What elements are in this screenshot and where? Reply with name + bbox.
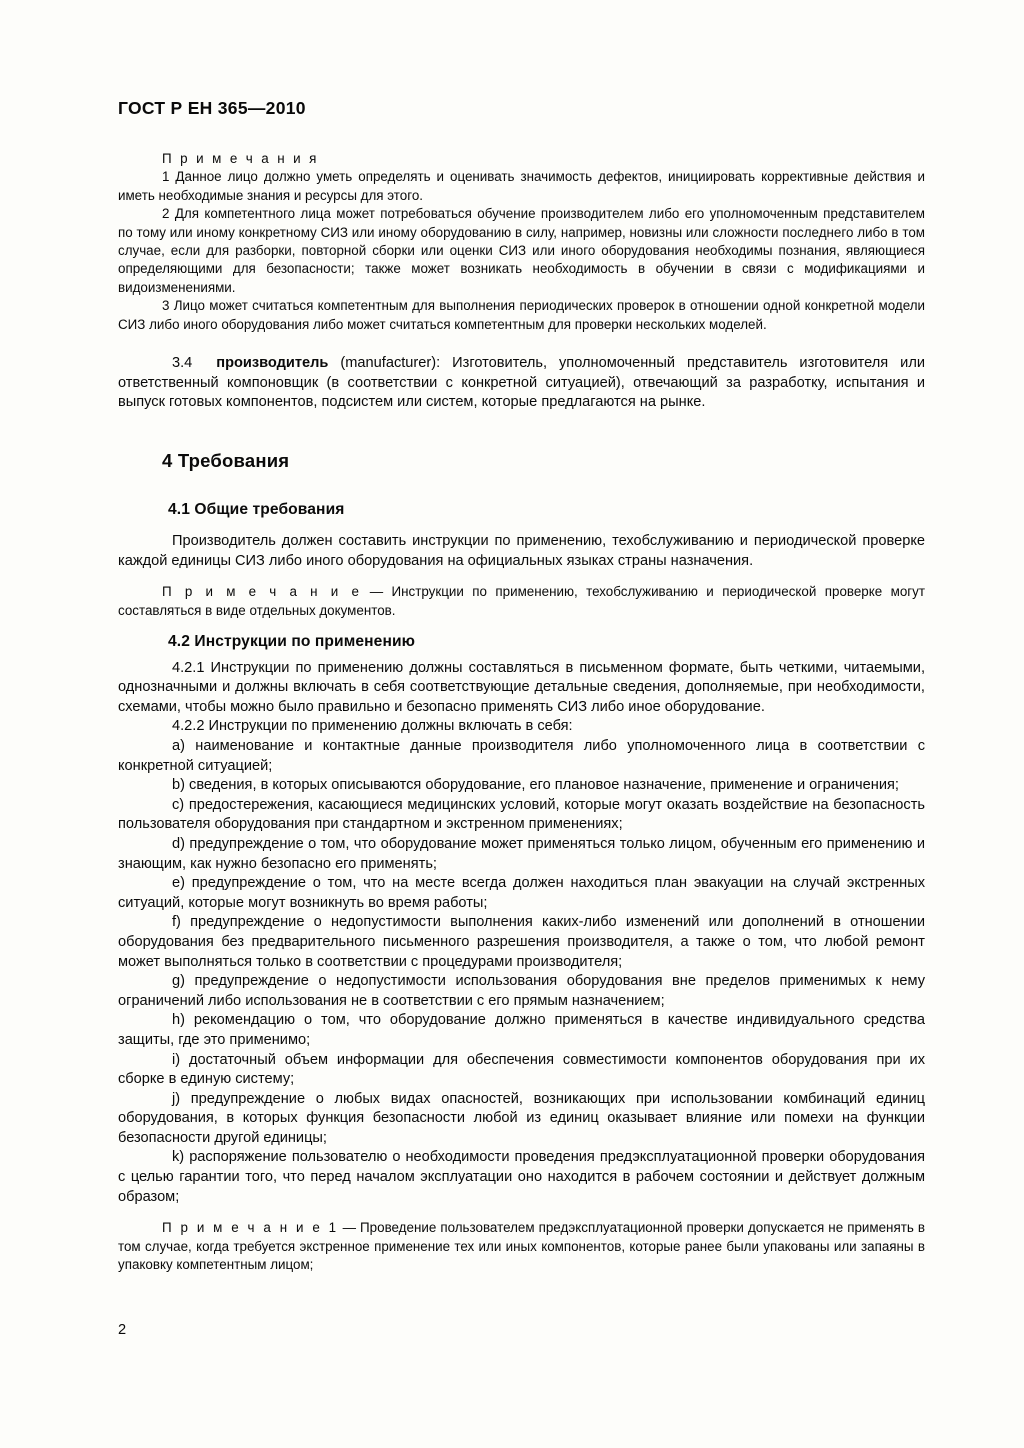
list-item: k) распоряжение пользователю о необходимости проведения предэксплуатационной проверки оборудования с целью гарантии того, что перед началом эксплуатации оно находится в рабочем состоянии и действует должным образом;: [118, 1149, 925, 1205]
trailing-note-label: П р и м е ч а н и е 1: [162, 1220, 339, 1236]
heading-section-4: 4 Требования: [162, 449, 290, 471]
page-number: 2: [118, 1322, 127, 1338]
heading-section-4-2: 4.2 Инструкции по применению: [168, 633, 416, 651]
spacer: [118, 413, 925, 451]
spacer: [118, 652, 925, 659]
definition-text: Изготовитель, уполномоченный представитель изготовителя или ответственный компоновщик (в соответствии с конкретной ситуацией), отвечающий за разработку, испытания и выпуск готовых компонентов, подсистем или систем, которые предлагаются на рынке.: [118, 355, 925, 411]
list-item: d) предупреждение о том, что оборудование может применяться только лицом, обученным его применению и знающим, как нужно безопасно его применять;: [118, 835, 925, 872]
note-4-1: [118, 583, 925, 620]
clause-4-2-1: 4.2.1 Инструкции по применению должны составляться в письменном формате, быть четкими, читаемыми, однозначными и должны включать в себя соответствующие детальные сведения, дополняемые, при необходимости, схемами, чтобы можно было правильно и безопасно применять СИЗ либо иное оборудование.: [118, 659, 925, 715]
list-item: e) предупреждение о том, что на месте всегда должен находиться план эвакуации на случай экстренных ситуаций, которые могут возникнуть во время работы;: [118, 875, 925, 911]
spacer: [118, 334, 925, 354]
spacer: [118, 470, 925, 500]
list-item: f) предупреждение о недопустимости выполнения каких-либо изменений или дополнений в отношении оборудования без предварительного письменного разрешения производителя, а также о том, что любой ремонт может выполняться только в соответствии с процедурами производителя;: [118, 914, 925, 970]
page-body-column: [118, 150, 925, 1274]
trailing-note-text: — Проведение пользователем предэксплуатационной проверки допускается не применять в том случае, когда требуется экстренное применение тех или иных компонентов, которые ранее были упакованы или запаяны в упаковку компетентным лицом;: [118, 1220, 925, 1273]
definition-3-4: [118, 354, 925, 413]
clause-4-2-2-intro: 4.2.2 Инструкции по применению должны включать в себя:: [172, 718, 573, 735]
list-item: j) предупреждение о любых видах опасностей, возникающих при использовании комбинаций единиц оборудования, в которых функция безопасности любой из единиц оказывает влияние или помехи на функции безопасности другой единицы;: [118, 1090, 925, 1146]
spacer: [118, 571, 925, 583]
note-item-2: 2 Для компетентного лица может потребоваться обучение производителем либо его уполномоченным представителем по тому или иному конкретному СИЗ или иному оборудованию в силу, например, новизны или сложности последнего либо в том случае, если для разборки, повторной сборки или оценки СИЗ или иного оборудования необходимы познания, являющиеся определяющими для безопасности; также может возникать необходимость в обучении в связи с модификациями и видоизменениями.: [118, 206, 925, 295]
note-item-1: 1 Данное лицо должно уметь определять и оценивать значимость дефектов, инициировать коррективные действия и иметь необходимые знания и ресурсы для этого.: [118, 169, 925, 203]
spacer: [118, 520, 925, 532]
list-item: i) достаточный объем информации для обеспечения совместимости компонентов оборудования при их сборке в единую систему;: [118, 1051, 925, 1088]
running-head: ГОСТ Р ЕН 365—2010: [118, 98, 306, 118]
note-text: — Инструкции по применению, техобслуживанию и периодической проверке могут составляться в виде отдельных документов.: [118, 584, 925, 618]
trailing-note: [118, 1219, 925, 1274]
list-item: h) рекомендацию о том, что оборудование должно применяться в качестве индивидуального средства защиты, где это применимо;: [118, 1012, 925, 1048]
notes-heading: П р и м е ч а н и я: [162, 151, 319, 166]
paragraph-4-1: Производитель должен составить инструкции по применению, техобслуживанию и периодической проверке каждой единицы СИЗ либо иного оборудования на официальных языках страны назначения.: [118, 533, 925, 569]
note-item-3: 3 Лицо может считаться компетентным для выполнения периодических проверок в отношении одной конкретной модели СИЗ либо иного оборудования либо может считаться компетентным для проверки нескольких моделей.: [118, 298, 925, 332]
spacer: [118, 1207, 925, 1219]
note-label: П р и м е ч а н и е: [162, 584, 362, 600]
heading-section-4-1: 4.1 Общие требования: [168, 501, 345, 519]
list-item: b) сведения, в которых описываются оборудование, его плановое назначение, применение и ограничения;: [172, 777, 899, 794]
definition-number: 3.4: [172, 355, 193, 372]
definition-term: производитель: [216, 355, 329, 372]
list-item: a) наименование и контактные данные производителя либо уполномоченного лица в соответствии с конкретной ситуацией;: [118, 738, 925, 774]
list-item: g) предупреждение о недопустимости использования оборудования вне пределов применимых к нему ограничений либо использования не в соответствии с его прямым назначением;: [118, 973, 925, 1009]
list-item: c) предостережения, касающиеся медицинских условий, которые могут оказать воздействие на безопасность пользователя оборудования при стандартном и экстренном применениях;: [118, 796, 925, 833]
spacer: [118, 620, 925, 632]
definition-english: (manufacturer):: [340, 355, 441, 372]
